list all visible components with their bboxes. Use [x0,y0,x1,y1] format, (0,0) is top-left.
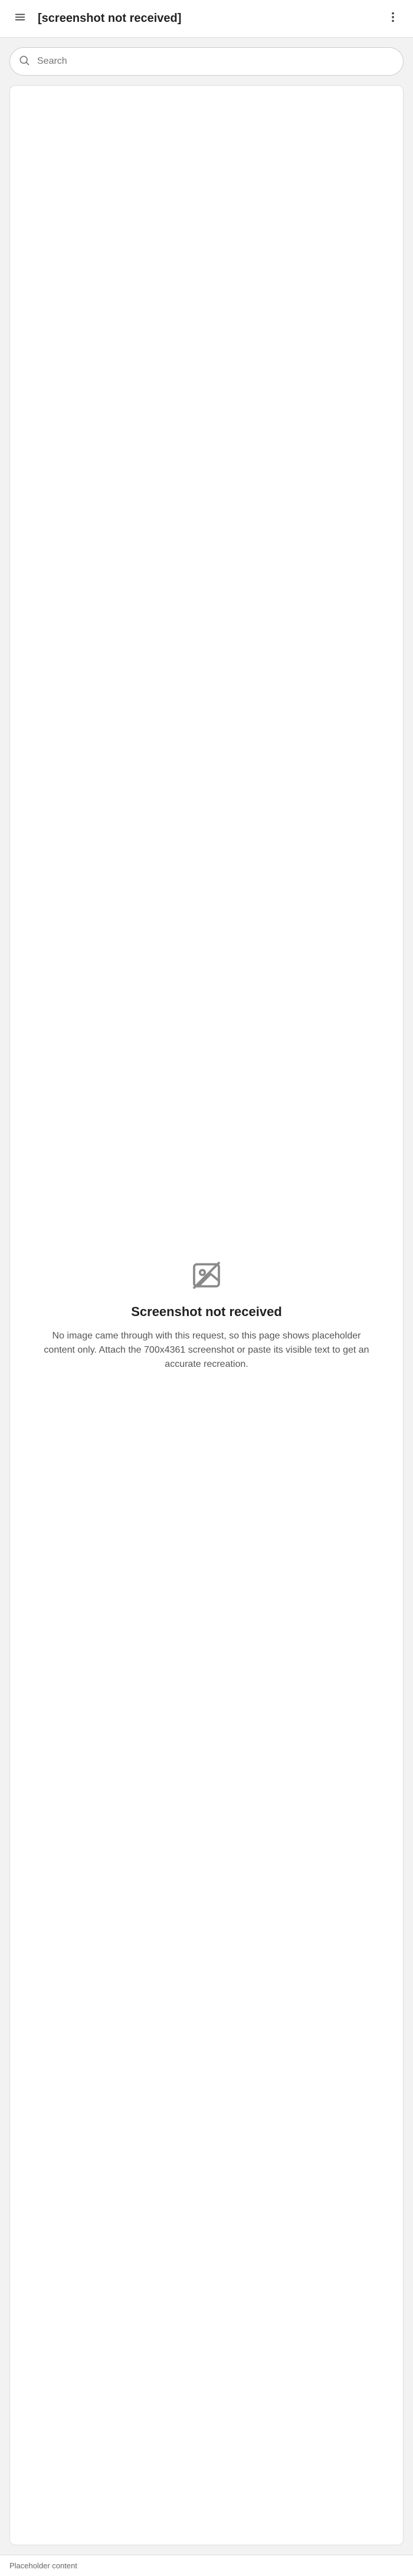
menu-icon [14,11,27,27]
top-bar [0,0,413,38]
menu-button[interactable] [9,8,31,30]
search-icon [18,54,30,69]
more-icon [386,11,399,27]
status-bar [0,2555,413,2576]
search-bar [9,47,404,76]
search-input[interactable] [36,56,395,67]
more-options-button[interactable] [382,8,404,30]
notice-heading: Screenshot not received [131,1304,282,1319]
main-content [9,85,404,2545]
image-missing-icon [190,1259,223,1295]
page-title: [screenshot not received] [38,12,182,25]
status-text: Placeholder content [9,2561,77,2570]
notice-body: No image came through with this request, so this page shows placeholder content only. Attach the 700x4361 screenshot or paste its visible text to get an accurate recreation. [44,1331,369,1369]
